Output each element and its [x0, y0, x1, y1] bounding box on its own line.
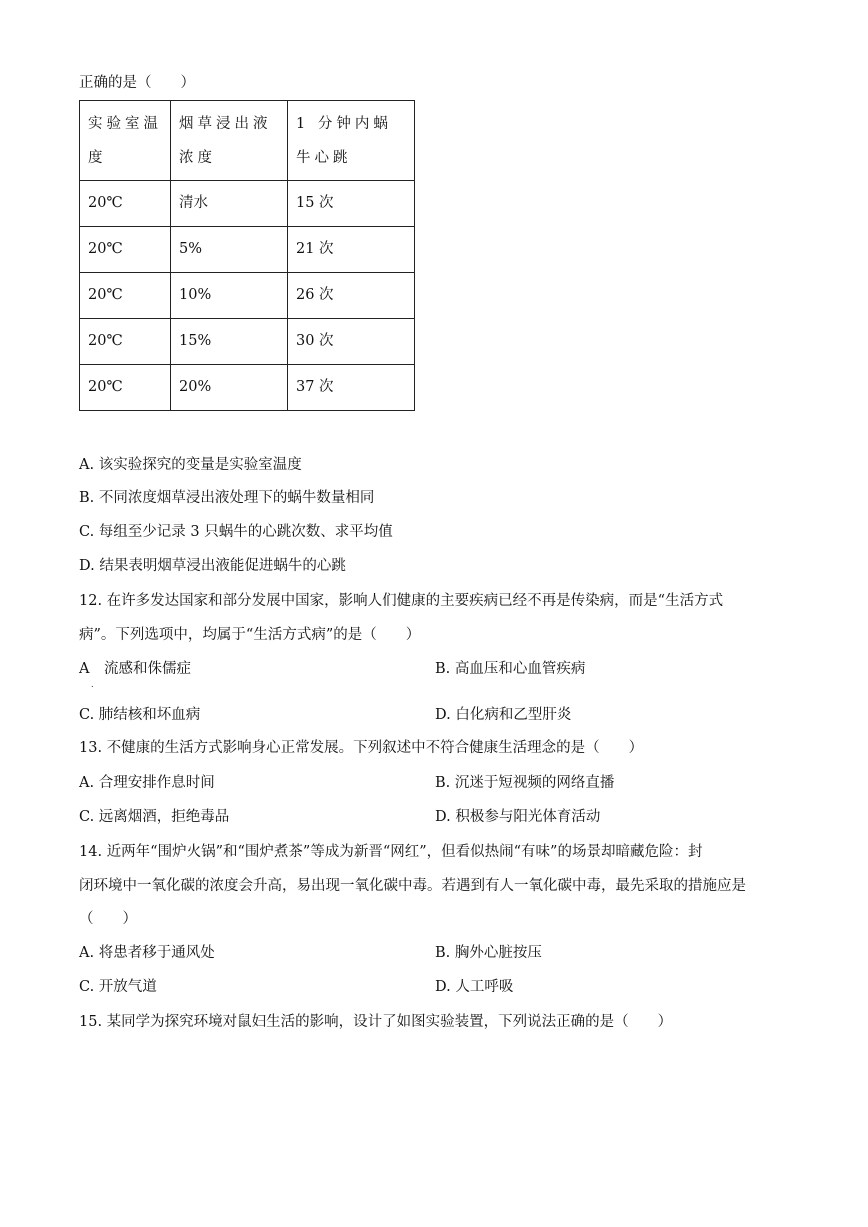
- table-header-cell: 实验室温度: [80, 101, 171, 181]
- table-cell: 10%: [171, 273, 288, 319]
- q12-option-c: C. 肺结核和坏血病: [79, 707, 201, 723]
- q14-option-d: D. 人工呼吸: [435, 979, 514, 995]
- table-header-cell: 1 分钟内蜗牛心跳: [288, 101, 415, 181]
- table-row: [80, 181, 415, 227]
- table-cell: 20℃: [80, 227, 171, 273]
- table-header-row: [80, 101, 415, 181]
- table-row: [80, 319, 415, 365]
- table-cell: 5%: [171, 227, 288, 273]
- table-row: [80, 365, 415, 411]
- table-cell: 37 次: [288, 365, 415, 411]
- table-cell: 20℃: [80, 181, 171, 227]
- q11-option-b: B. 不同浓度烟草浸出液处理下的蜗牛数量相同: [79, 490, 375, 506]
- q11-option-d: D. 结果表明烟草浸出液能促进蜗牛的心跳: [79, 558, 346, 574]
- q15-stem: 15. 某同学为探究环境对鼠妇生活的影响，设计了如图实验装置，下列说法正确的是（ ）: [79, 1014, 673, 1030]
- table-row: [80, 227, 415, 273]
- q14-option-b: B. 胸外心脏按压: [435, 945, 542, 961]
- table-cell: 20℃: [80, 273, 171, 319]
- q14-stem-line3: （ ）: [79, 911, 137, 927]
- q14-stem-line2: 闭环境中一氧化碳的浓度会升高，易出现一氧化碳中毒。若遇到有人一氧化碳中毒，最先采取的措施应是: [79, 878, 746, 894]
- q14-option-a: A. 将患者移于通风处: [79, 945, 215, 961]
- stray-dot-mark: .: [91, 680, 94, 689]
- table-cell: 清水: [171, 181, 288, 227]
- q12-option-b: B. 高血压和心血管疾病: [435, 661, 586, 677]
- table-header-cell: 烟草浸出液浓度: [171, 101, 288, 181]
- q12-option-d: D. 白化病和乙型肝炎: [435, 707, 572, 723]
- table-cell: 15%: [171, 319, 288, 365]
- table-cell: 26 次: [288, 273, 415, 319]
- q13-option-d: D. 积极参与阳光体育活动: [435, 809, 601, 825]
- q13-option-c: C. 远离烟酒，拒绝毒品: [79, 809, 230, 825]
- q14-option-c: C. 开放气道: [79, 979, 157, 995]
- q13-stem: 13. 不健康的生活方式影响身心正常发展。下列叙述中不符合健康生活理念的是（ ）: [79, 740, 644, 756]
- q12-stem-line1: 12. 在许多发达国家和部分发展中国家，影响人们健康的主要疾病已经不再是传染病，而是“生活方式: [79, 593, 724, 609]
- q12-option-a: A 流感和侏儒症: [79, 661, 191, 677]
- q12-stem-line2: 病”。下列选项中，均属于“生活方式病”的是（ ）: [79, 627, 421, 643]
- table-cell: 20℃: [80, 365, 171, 411]
- table-cell: 21 次: [288, 227, 415, 273]
- table-cell: 15 次: [288, 181, 415, 227]
- q11-option-a: A. 该实验探究的变量是实验室温度: [79, 457, 302, 473]
- q11-option-c: C. 每组至少记录 3 只蜗牛的心跳次数、求平均值: [79, 524, 393, 540]
- table-cell: 20℃: [80, 319, 171, 365]
- table-row: [80, 273, 415, 319]
- table-cell: 20%: [171, 365, 288, 411]
- q13-option-a: A. 合理安排作息时间: [79, 775, 215, 791]
- question-11-tail: 正确的是（ ）: [79, 75, 195, 91]
- q13-option-b: B. 沉迷于短视频的网络直播: [435, 775, 615, 791]
- table-cell: 30 次: [288, 319, 415, 365]
- q14-stem-line1: 14. 近两年“围炉火锅”和“围炉煮茶”等成为新晋“网红”，但看似热闹“有味”的场景却暗藏危险：封: [79, 844, 703, 860]
- experiment-table: [79, 100, 415, 411]
